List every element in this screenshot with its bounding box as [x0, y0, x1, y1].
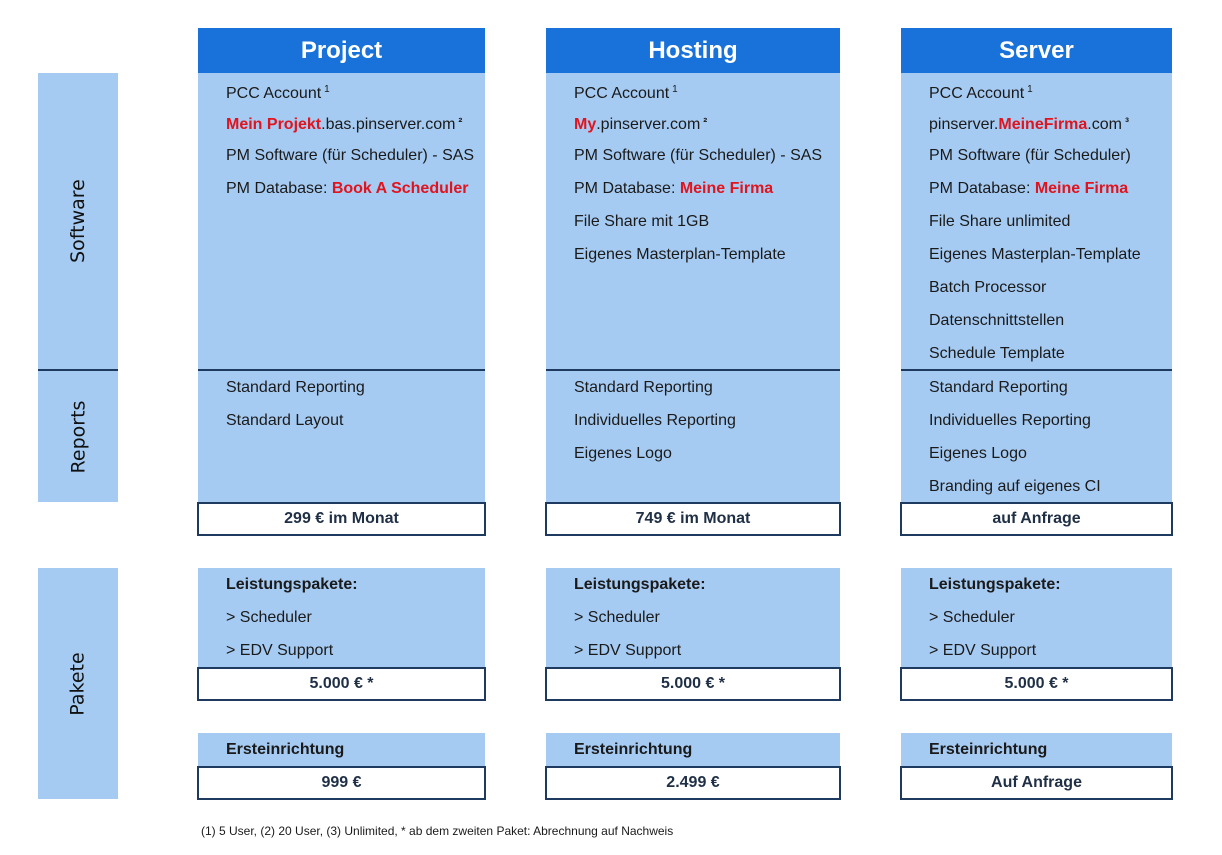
report-item: Individuelles Reporting — [929, 412, 1091, 429]
pakete-item: > Scheduler — [574, 609, 660, 626]
report-item: Standard Layout — [226, 412, 344, 429]
report-item: Eigenes Logo — [574, 445, 672, 462]
feature-item: Eigenes Masterplan-Template — [929, 246, 1141, 263]
report-item: Eigenes Logo — [929, 445, 1027, 462]
report-item: Standard Reporting — [574, 379, 713, 396]
pm-database-item: PM Database: Meine Firma — [929, 180, 1129, 197]
report-item: Standard Reporting — [226, 379, 365, 396]
pakete-price-hosting: 5.000 € * — [545, 667, 841, 701]
feature-item: Schedule Template — [929, 345, 1065, 362]
pm-database-item: PM Database: Book A Scheduler — [226, 180, 469, 197]
pakete-title: Leistungspakete: — [574, 576, 706, 593]
software-panel-server — [901, 73, 1172, 369]
pcc-account-item: PCC Account $^1$ — [226, 84, 330, 102]
url-item: My.pinserver.com ² — [574, 115, 708, 133]
reports-panel-hosting — [546, 371, 840, 502]
report-item: Standard Reporting — [929, 379, 1068, 396]
column-header-server — [901, 28, 1172, 73]
setup-title: Ersteinrichtung — [226, 741, 345, 758]
pm-software-item: PM Software (für Scheduler) - SAS — [226, 147, 475, 164]
feature-item: Eigenes Masterplan-Template — [574, 246, 786, 263]
reports-panel-server — [901, 371, 1172, 502]
pakete-item: > EDV Support — [226, 642, 334, 659]
setup-panel-hosting — [546, 733, 840, 766]
report-item: Individuelles Reporting — [574, 412, 736, 429]
setup-price-server: Auf Anfrage — [900, 766, 1173, 800]
pcc-account-item: PCC Account $^1$ — [574, 84, 678, 102]
column-header-project — [198, 28, 485, 73]
footnote: (1) 5 User, (2) 20 User, (3) Unlimited, * ab dem zweiten Paket: Abrechnung auf Nachweis — [201, 824, 674, 838]
pakete-item: > EDV Support — [929, 642, 1037, 659]
setup-title: Ersteinrichtung — [929, 741, 1048, 758]
pakete-price-project: 5.000 € * — [197, 667, 486, 701]
pakete-title: Leistungspakete: — [929, 576, 1061, 593]
row-label-software — [38, 73, 118, 369]
row-label-pakete — [38, 568, 118, 799]
row-label-pakete-text: Pakete — [67, 651, 89, 716]
row-label-software-text: Software — [67, 179, 90, 263]
monthly-price-project: 299 € im Monat — [197, 502, 486, 536]
pakete-item: > Scheduler — [226, 609, 312, 626]
reports-panel-project — [198, 371, 485, 502]
pakete-item: > Scheduler — [929, 609, 1015, 626]
pm-software-item: PM Software (für Scheduler) - SAS — [574, 147, 823, 164]
feature-item: Batch Processor — [929, 279, 1047, 296]
report-item: Branding auf eigenes CI — [929, 478, 1101, 495]
setup-panel-project — [198, 733, 485, 766]
feature-item: File Share unlimited — [929, 213, 1071, 230]
setup-title: Ersteinrichtung — [574, 741, 693, 758]
pakete-price-server: 5.000 € * — [900, 667, 1173, 701]
column-header-hosting — [546, 28, 840, 73]
pakete-panel-project — [198, 568, 485, 667]
pakete-panel-server — [901, 568, 1172, 667]
row-label-reports-text: Reports — [66, 400, 89, 473]
setup-price-project: 999 € — [197, 766, 486, 800]
pm-software-item: PM Software (für Scheduler) — [929, 147, 1131, 164]
feature-item: File Share mit 1GB — [574, 213, 710, 230]
software-panel-project — [198, 73, 485, 369]
setup-price-hosting: 2.499 € — [545, 766, 841, 800]
pakete-title: Leistungspakete: — [226, 576, 358, 593]
monthly-price-hosting: 749 € im Monat — [545, 502, 841, 536]
monthly-price-server: auf Anfrage — [900, 502, 1173, 536]
software-panel-hosting — [546, 73, 840, 369]
column-title: Hosting — [648, 36, 738, 64]
column-title: Project — [300, 36, 383, 64]
row-label-reports — [38, 371, 118, 502]
url-item: pinserver.MeineFirma.com ³ — [929, 115, 1129, 133]
column-title: Server — [999, 36, 1074, 64]
url-item: Mein Projekt.bas.pinserver.com ² — [226, 115, 463, 133]
pcc-account-item: PCC Account $^1$ — [929, 84, 1033, 102]
pm-database-item: PM Database: Meine Firma — [574, 180, 774, 197]
setup-panel-server — [901, 733, 1172, 766]
pakete-item: > EDV Support — [574, 642, 682, 659]
feature-item: Datenschnittstellen — [929, 312, 1065, 329]
pakete-panel-hosting — [546, 568, 840, 667]
